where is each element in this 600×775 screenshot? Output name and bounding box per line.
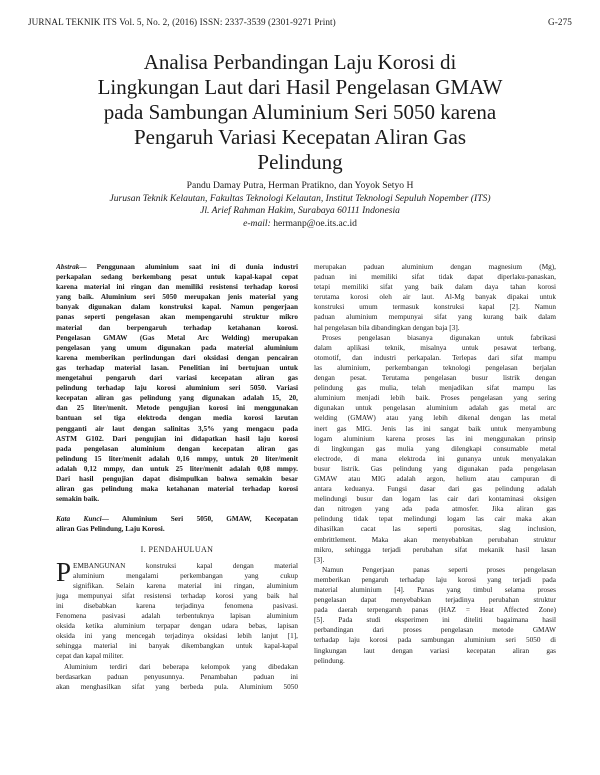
body-line: embrittlement. Maka akan menyebabkan perubahan struktur xyxy=(314,535,556,544)
affiliation: Jurusan Teknik Kelautan, Fakultas Teknologi Kelautan, Institut Teknologi Sepuluh Nopember (ITS) xyxy=(109,192,491,204)
body-line: dengan pesat. Terutama pengelasan busur listrik dengan xyxy=(314,374,556,383)
abstract-line: pada pengelasan aluminium dengan kecepatan aliran gas xyxy=(56,444,298,453)
abstract-line: pelindung 15 liter/menit adalah 0,16 mmpy, untuk 20 liter/menit xyxy=(56,454,298,463)
body-line: melindungi busur dan logam las cair dari kontaminasi oksigen xyxy=(314,495,556,504)
abstract-line: gas terhadap material lasan. Penelitian ini bertujuan untuk xyxy=(56,363,298,372)
body-line: [5]. Pada studi eksperimen ini diteliti bagaimana hasil xyxy=(314,616,556,625)
abstract-line: dan 25 liter/menit. Metode pengujian korosi ini menggunakan xyxy=(56,404,298,413)
intro-line: oksida ini yang mencegah terjadinya oksidasi lebih lanjut [1], xyxy=(56,632,298,641)
intro-line: signifikan. Selain karena material ini ringan, aluminium xyxy=(73,581,298,590)
intro-line: cepat dan kapal militer. xyxy=(56,652,124,661)
body-line: tetapi memiliki sifat yang baik dalam daya tahan korosi xyxy=(314,283,556,292)
body-line: merupakan paduan aluminium dengan magnesium (Mg), xyxy=(314,263,556,271)
abstract-line: yang baik. Aluminium seri 5050 merupakan jenis material yang xyxy=(56,293,298,302)
body-line: logam aluminium karena proses las ini menggunakan prinsip xyxy=(314,434,556,443)
body-line: GMAW atau MIG adalah argon, helium atau campuran di xyxy=(314,474,556,483)
keywords-label: Kata Kunci xyxy=(56,515,102,524)
section-heading: I. PENDAHULUAN xyxy=(140,544,214,554)
intro-line: Fenomena pasivasi adalah terbentuknya lapisan aluminium xyxy=(56,612,298,621)
abstract-line: aliran gas pelindung maka ketahanan material terhadap korosi xyxy=(56,485,298,494)
body-line: paduan aluminium mempunyai sifat yang kurang baik dalam xyxy=(314,313,556,322)
email-address: hermanp@oe.its.ac.id xyxy=(270,217,357,229)
body-columns xyxy=(56,262,556,692)
body-line: paduan ini memiliki sifat tidak dapat diperlaku-panaskan, xyxy=(314,273,556,282)
running-header xyxy=(28,17,572,27)
keywords-text: — Aluminium Seri 5050, GMAW, Kecepatan xyxy=(101,515,298,524)
right-column xyxy=(314,262,556,692)
abstract-line: Pengelasan GMAW (Gas Metal Arc Welding) merupakan xyxy=(56,333,298,342)
page-number: G-275 xyxy=(548,17,572,27)
title-line: Pelindung xyxy=(257,150,343,174)
intro-line: ini disebabkan karena terjadinya fenomena pasivasi. xyxy=(56,602,298,610)
body-line: dan nitrogen yang ada pada atmosfer. Jika aliran gas xyxy=(314,505,556,514)
body-line: Namun Pengerjaan panas seperti proses pengelasan xyxy=(322,565,556,574)
body-line: konstruksi umum termasuk konstruksi kapal [2]. Namun xyxy=(314,303,556,312)
title-line: Pengaruh Variasi Kecepatan Aliran Gas xyxy=(133,125,466,149)
body-line: mikro, sehingga terjadi perubahan sifat mekanik hasil lasan xyxy=(314,545,556,554)
abstract-line: banyak digunakan dalam konstruksi kapal. Namun pengerjaan xyxy=(56,303,298,312)
abstract-line: perkapalan sedang berkembang pesat untuk kapal-kapal cepat xyxy=(56,273,298,282)
abstract-line xyxy=(56,262,298,272)
abstract-line: karena material ini ringan dan memiliki resistensi terhadap korosi xyxy=(56,283,298,292)
keywords-line xyxy=(56,514,298,524)
body-line: electrode, di mana elektroda ini gunanya untuk menyalakan xyxy=(314,454,556,463)
abstract-line: kecepatan aliran gas pelindung yang digunakan adalah 15, 20, xyxy=(56,394,298,403)
abstract-line: material dan berpengaruh terhadap ketahanan korosi. xyxy=(56,323,298,332)
body-line: otomotif, dan industri perkapalan. Terlepas dari sifat mampu xyxy=(314,353,556,362)
abstract-line: pengelasan yang umum digunakan pada material aluminium xyxy=(56,343,298,352)
body-line: dalam aplikasi teknik, misalnya untuk pesawat terbang, xyxy=(314,343,556,352)
abstract-line: mengetahui pengaruh dari variasi kecepatan aliran gas xyxy=(56,374,298,383)
title-line: Lingkungan Laut dari Hasil Pengelasan GMAW xyxy=(97,75,503,99)
body-line: pelindung gas mulia, telah menjadikan sifat mampu las xyxy=(314,384,556,393)
body-line: digunakan untuk pengelasan aluminium adalah gas metal arc xyxy=(314,404,556,413)
body-line: inert gas MIG. Jenis las ini sangat baik untuk menyambung xyxy=(314,424,556,433)
intro-paragraph xyxy=(56,556,298,662)
spacer xyxy=(56,504,298,514)
body-line: lingkungan laut dengan variasi kecepatan aliran gas xyxy=(314,646,556,655)
author-block xyxy=(20,180,580,230)
body-line: aluminium menjadi lebih baik. Proses pengelasan yang sering xyxy=(314,394,556,403)
abstract-text: — Penggunaan aluminium saat ini di dunia industri xyxy=(79,263,298,271)
body-line: antara keduanya. Fungsi dasar dari gas pelindung adalah xyxy=(314,485,556,494)
body-line: terhadap laju korosi pada sambungan aluminium seri 5050 di xyxy=(314,636,556,645)
abstract-line: karena memberikan perlindungan dari oksidasi dengan pencairan xyxy=(56,353,298,362)
email-line xyxy=(20,218,580,231)
body-line: hal pengelasan bila dibandingkan dengan baja [3]. xyxy=(314,323,460,332)
body-line: [3]. xyxy=(314,555,325,564)
body-line: di lingkungan gas mulia yang dilengkapi consumable metal xyxy=(314,444,556,453)
paper-title xyxy=(20,50,580,175)
body-line: busur listrik. Gas pelindung yang digunakan pada pengelasan xyxy=(314,464,556,473)
email-label: e-mail: xyxy=(243,217,271,229)
abstract-line: pelindung terhadap laju korosi aluminium seri 5050. Variasi xyxy=(56,384,298,393)
body-line: material aluminium [4]. Panas yang timbul selama proses xyxy=(314,586,556,594)
body-line: perbandingan dari proses pengelasan metode GMAW xyxy=(314,626,556,635)
abstract-line: panas seperti pengelasan akan mempengaruhi struktur mikro xyxy=(56,313,298,322)
intro-line: Aluminium terdiri dari beberapa kelompok yang dibedakan xyxy=(64,662,298,671)
intro-line: EMBANGUNAN konstruksi kapal dengan material xyxy=(73,561,298,570)
abstract-line: Dari hasil pengujian dapat disimpulkan bahwa semakin besar xyxy=(56,474,298,483)
body-line: memberikan pengaruh terhadap laju korosi yang terjadi pada xyxy=(314,575,556,584)
body-line: welding (GMAW) atau yang lebih dikenal dengan las metal xyxy=(314,414,556,423)
intro-line: sehingga material ini banyak dikembangkan untuk kapal-kapal xyxy=(56,642,298,651)
left-column xyxy=(56,262,298,692)
title-line: pada Sambungan Aluminium Seri 5050 karena xyxy=(103,100,497,124)
body-line: pengelasan dapat menyebabkan terjadinya perubahan struktur xyxy=(314,596,556,605)
body-line: pada daerah terpengaruh panas (HAZ = Heat Affected Zone) xyxy=(314,606,556,615)
body-line: dihasilkan cacat las seperti porositas, slag inclusion, xyxy=(314,525,556,534)
abstract-line: ASTM G102. Dari pengujian ini didapatkan hasil laju korosi xyxy=(56,434,298,443)
journal-citation: JURNAL TEKNIK ITS Vol. 5, No. 2, (2016) ISSN: 2337-3539 (2301-9271 Print) xyxy=(28,17,336,27)
abstract-line: bantuan sel tiga elektroda dengan media korosi larutan xyxy=(56,414,298,423)
drop-cap: P xyxy=(56,556,72,587)
body-line: pelindung. xyxy=(314,656,345,665)
intro-line: juga mempunyai sifat resistensi terhadap korosi yang baik hal xyxy=(56,591,298,600)
intro-line: aluminium mengalami perkembangan yang cukup xyxy=(73,571,298,580)
intro-line: akan menghasilkan sifat yang berbeda pula. Aluminium 5050 xyxy=(56,682,298,691)
keywords-line: aliran Gas Pelindung, Laju Korosi. xyxy=(56,525,165,534)
body-line: las aluminium, perkembangan teknologi pengelasan berjalan xyxy=(314,363,556,372)
body-line: Proses pengelasan biasanya digunakan untuk fabrikasi xyxy=(322,333,556,342)
intro-line: oksida ketika aluminium terpapar dengan udara bebas, lapisan xyxy=(56,622,298,631)
abstract-line: adalah 0,12 mmpy, dan untuk 25 liter/menit adalah 0,08 mmpy. xyxy=(56,464,298,473)
abstract-label: Abstrak xyxy=(56,263,80,271)
body-line: pelindung tidak tepat melindungi logam las cair maka akan xyxy=(314,515,556,524)
abstract-line: semakin baik. xyxy=(56,495,100,504)
body-line: terutama korosi oleh air laut. Al-Mg banyak dipakai untuk xyxy=(314,293,556,302)
address: Jl. Arief Rahman Hakim, Surabaya 60111 Indonesia xyxy=(200,205,400,216)
abstract-line: pengganti air laut dengan salinitas 3,5% yang mengacu pada xyxy=(56,424,298,433)
intro-line: berdasarkan paduan penyusunnya. Penambahan paduan ini xyxy=(56,672,298,681)
title-line: Analisa Perbandingan Laju Korosi di xyxy=(143,50,457,74)
author-names: Pandu Damay Putra, Herman Pratikno, dan Yoyok Setyo H xyxy=(186,180,414,191)
